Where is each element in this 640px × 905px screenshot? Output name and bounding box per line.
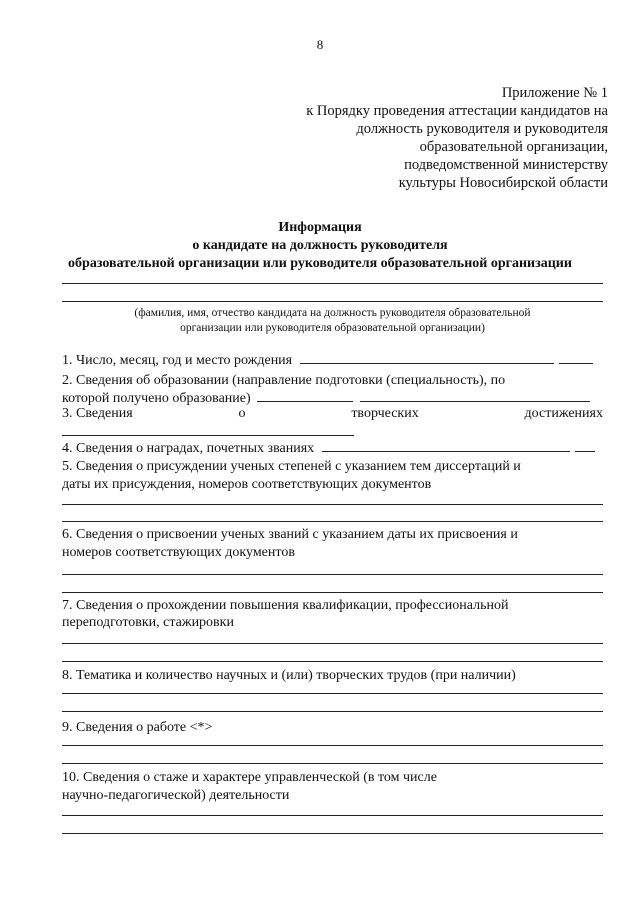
appendix-line: подведомственной министерству (404, 157, 608, 173)
item-7-line1: 7. Сведения о прохождении повышения квалификации, профессиональной (62, 598, 509, 613)
candidate-name-line (62, 301, 603, 302)
item-6-line2: номеров соответствующих документов (62, 545, 295, 560)
fill-line (322, 440, 570, 452)
title-line: Информация (278, 220, 362, 235)
fill-line (62, 661, 603, 662)
fill-line (257, 390, 353, 402)
item-1 (62, 352, 603, 370)
item-3-word: 3. Сведения (62, 406, 133, 421)
item-4 (62, 440, 603, 458)
item-3-word: творческих (351, 406, 419, 421)
fill-line (62, 521, 603, 522)
fill-line (300, 352, 554, 364)
appendix-line: к Порядку проведения аттестации кандидатов на (306, 103, 608, 119)
item-5-line2: даты их присуждения, номеров соответствующих документов (62, 477, 432, 492)
fill-line (62, 435, 354, 436)
item-7-line2: переподготовки, стажировки (62, 615, 234, 630)
candidate-name-line (62, 283, 603, 284)
fill-line (360, 390, 590, 402)
title-line: образовательной организации или руководителя образовательной организации (68, 256, 572, 271)
item-2-label: которой получено образование) (62, 391, 251, 406)
item-3 (62, 405, 603, 423)
fill-line (62, 711, 603, 712)
fill-line (62, 763, 603, 764)
appendix-line: Приложение № 1 (501, 85, 608, 101)
item-3-word: достижениях (524, 406, 603, 421)
caption-line: организации или руководителя образовательной организации) (180, 322, 485, 334)
item-4-label: 4. Сведения о наградах, почетных званиях (62, 441, 315, 456)
document-title (0, 219, 640, 273)
fill-line (62, 504, 603, 505)
fill-line (62, 643, 603, 644)
item-6-line1: 6. Сведения о присвоении ученых званий с указанием даты их присвоения и (62, 527, 518, 542)
name-caption (62, 306, 603, 336)
fill-line (575, 440, 595, 452)
item-5-line1: 5. Сведения о присуждении ученых степеней с указанием тем диссертаций и (62, 459, 521, 474)
fill-line (559, 352, 593, 364)
item-8: 8. Тематика и количество научных и (или) творческих трудов (при наличии) (62, 668, 516, 683)
caption-line: (фамилия, имя, отчество кандидата на должность руководителя образовательной (134, 307, 531, 319)
page-number: 8 (316, 37, 324, 52)
item-1-label: 1. Число, месяц, год и место рождения (62, 353, 293, 368)
fill-line (62, 592, 603, 593)
item-2-line1: 2. Сведения об образовании (направление подготовки (специальность), по (62, 373, 506, 388)
appendix-header (306, 84, 608, 192)
fill-line (62, 833, 603, 834)
fill-line (62, 693, 603, 694)
item-10-line2: научно-педагогической) деятельности (62, 788, 290, 803)
fill-line (62, 815, 603, 816)
fill-line (62, 574, 603, 575)
appendix-line: культуры Новосибирской области (398, 175, 608, 191)
item-10-line1: 10. Сведения о стаже и характере управленческой (в том числе (62, 770, 437, 785)
item-9: 9. Сведения о работе <*> (62, 720, 213, 735)
item-3-word: о (238, 406, 246, 421)
appendix-line: образовательной организации, (419, 139, 608, 155)
appendix-line: должность руководителя и руководителя (356, 121, 608, 137)
fill-line (62, 745, 603, 746)
title-line: о кандидате на должность руководителя (192, 238, 448, 253)
